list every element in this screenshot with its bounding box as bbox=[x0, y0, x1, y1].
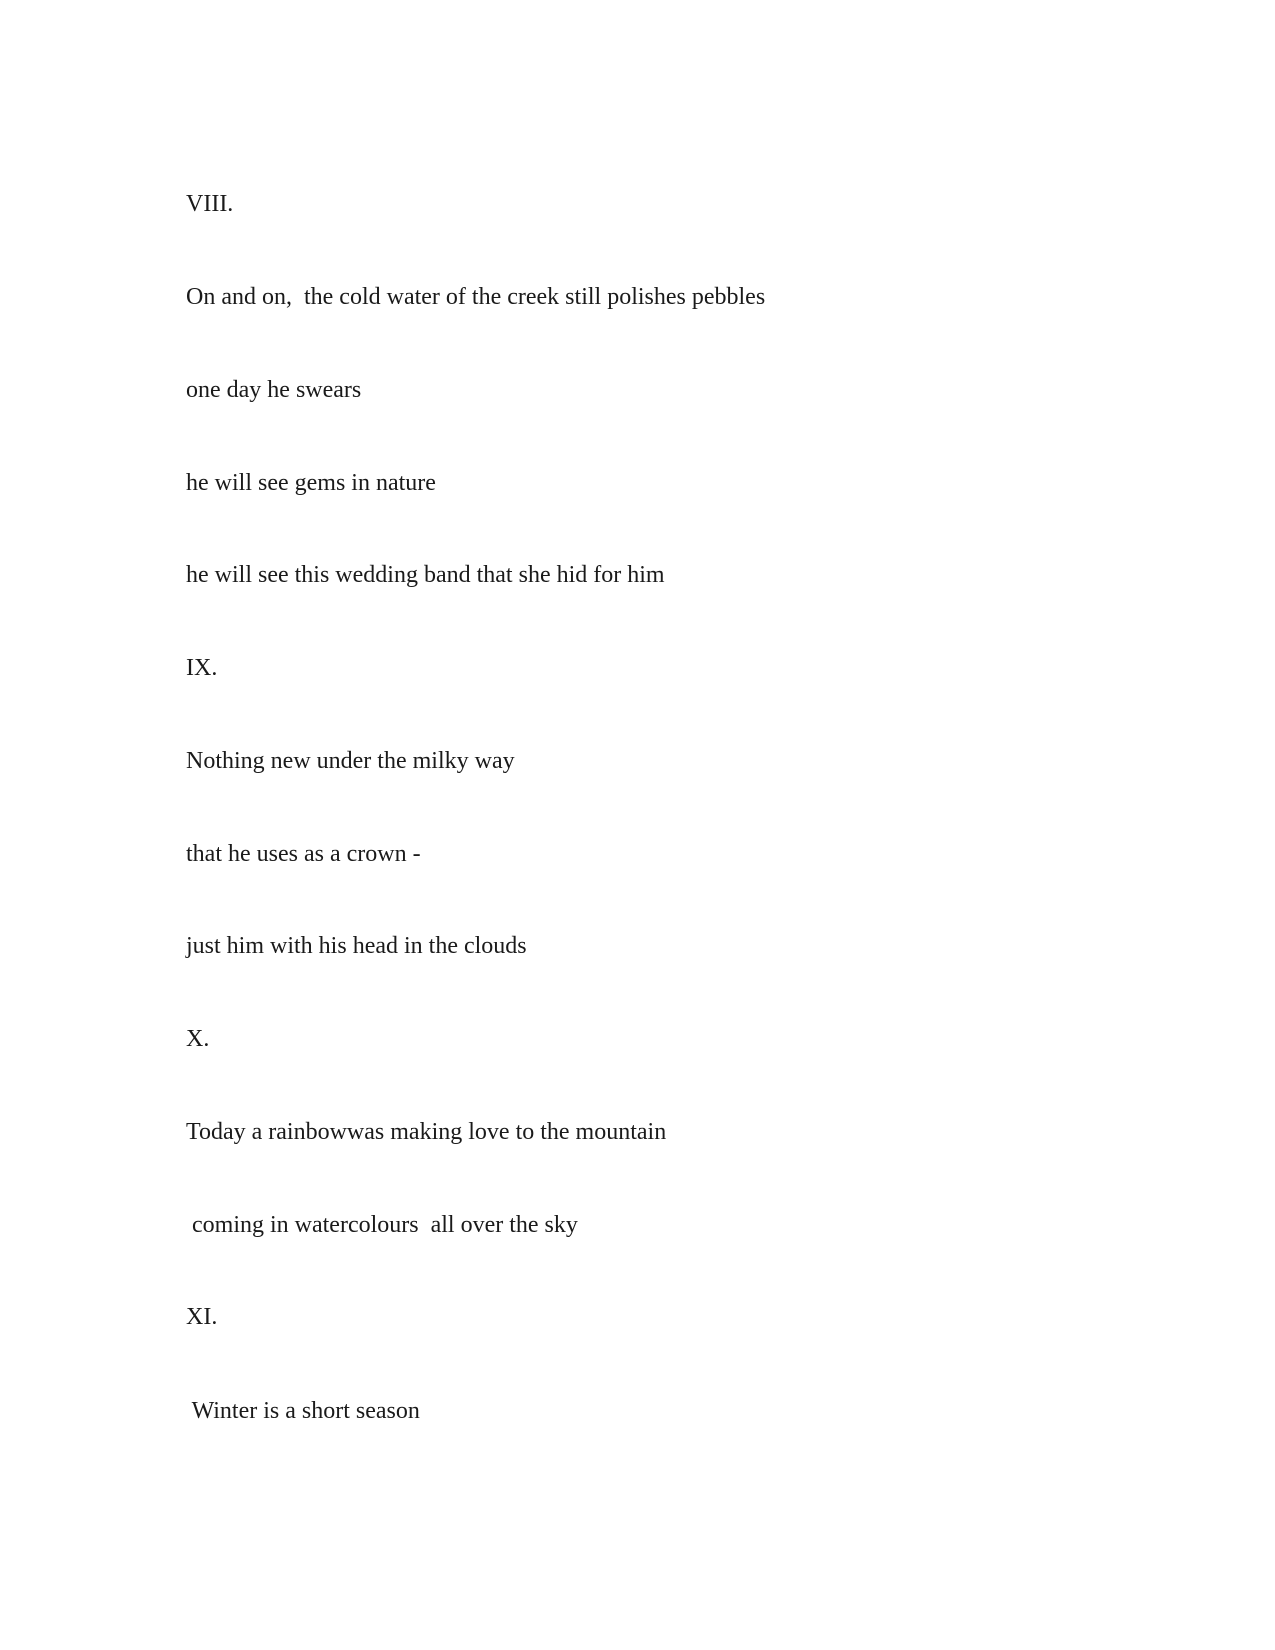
poem-line: that he uses as a crown - bbox=[186, 841, 421, 867]
poem-line: Winter is a short season bbox=[186, 1398, 420, 1424]
poem-line: one day he swears bbox=[186, 377, 362, 403]
poem-line: he will see gems in nature bbox=[186, 470, 436, 496]
poem-line: coming in watercolours all over the sky bbox=[186, 1212, 578, 1238]
section-heading-xi: XI. bbox=[186, 1304, 218, 1330]
poem-line: On and on, the cold water of the creek still polishes pebbles bbox=[186, 284, 766, 310]
section-heading-viii: VIII. bbox=[186, 191, 234, 217]
poem-line: Nothing new under the milky way bbox=[186, 748, 515, 774]
poem-line: he will see this wedding band that she hid for him bbox=[186, 562, 665, 588]
poem-line: Today a rainbowwas making love to the mountain bbox=[186, 1119, 667, 1145]
section-heading-x: X. bbox=[186, 1026, 210, 1052]
section-heading-ix: IX. bbox=[186, 655, 218, 681]
poem-line: just him with his head in the clouds bbox=[186, 933, 527, 959]
